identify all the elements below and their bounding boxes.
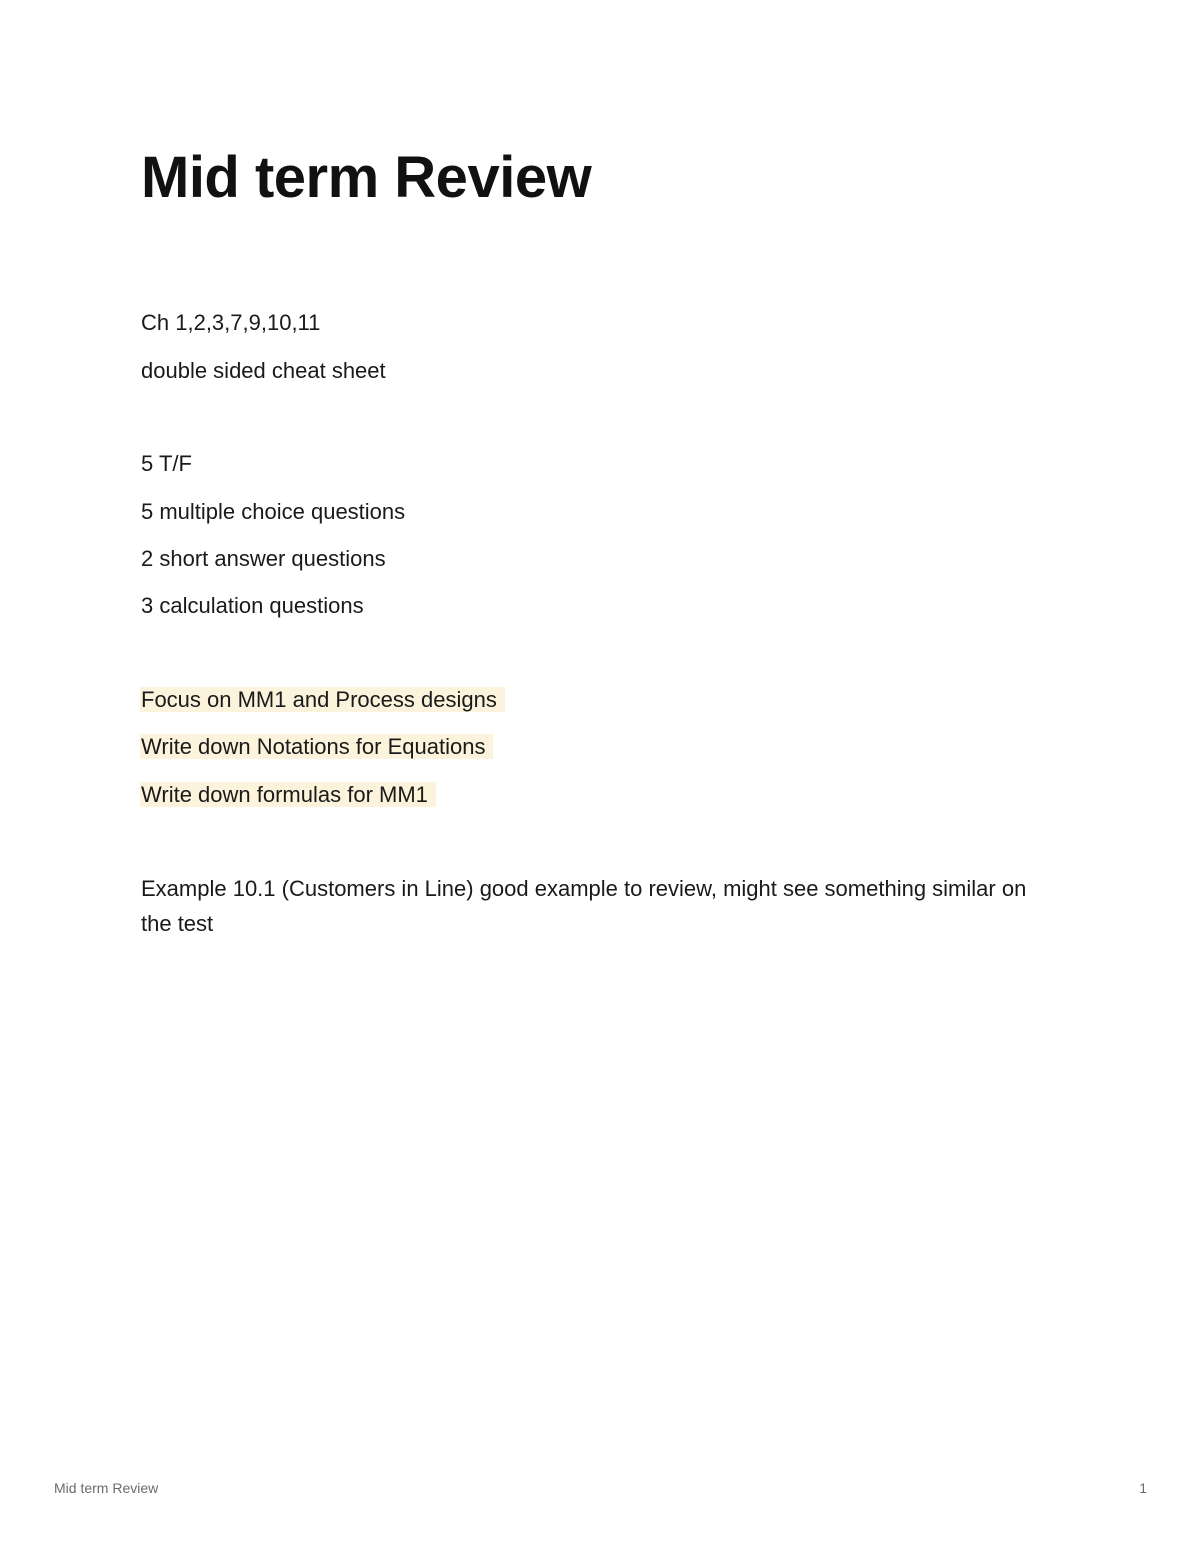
highlighted-text: Write down Notations for Equations bbox=[140, 734, 493, 759]
highlighted-text: Write down formulas for MM1 bbox=[140, 782, 436, 807]
calculation-line: 3 calculation questions bbox=[141, 593, 364, 618]
highlighted-text: Focus on MM1 and Process designs bbox=[140, 687, 505, 712]
chapters-line: Ch 1,2,3,7,9,10,11 bbox=[141, 310, 321, 335]
highlight-line-mm1-process bbox=[141, 685, 505, 715]
footer-page-number: 1 bbox=[1139, 1480, 1147, 1496]
highlight-line-notations bbox=[141, 732, 493, 762]
highlight-line-formulas bbox=[141, 780, 436, 810]
cheat-sheet-line: double sided cheat sheet bbox=[141, 358, 386, 383]
multiple-choice-line: 5 multiple choice questions bbox=[141, 499, 406, 524]
footer-title: Mid term Review bbox=[54, 1480, 159, 1496]
true-false-line: 5 T/F bbox=[141, 451, 192, 476]
example-note: Example 10.1 (Customers in Line) good example to review, might see something similar on the test bbox=[141, 876, 1027, 936]
short-answer-line: 2 short answer questions bbox=[141, 546, 386, 571]
page-title: Mid term Review bbox=[141, 145, 592, 210]
